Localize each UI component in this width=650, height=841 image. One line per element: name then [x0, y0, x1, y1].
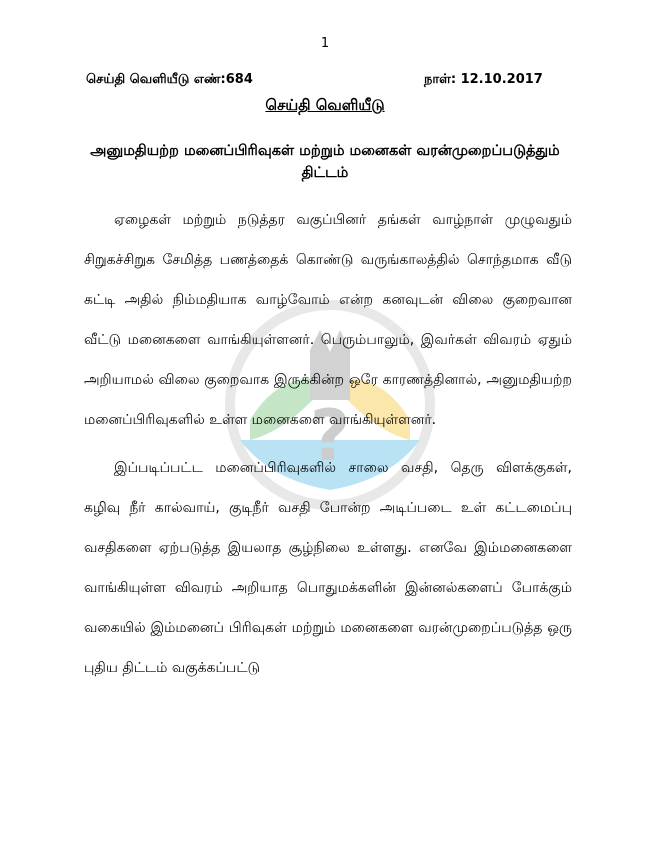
document-title: அனுமதியற்ற மனைப்பிரிவுகள் மற்றும் மனைகள் வரன்முறைப்படுத்தும் திட்டம் — [90, 143, 560, 181]
meta-row — [86, 72, 546, 92]
document-heading: செய்தி வெளியீடு — [265, 96, 385, 114]
paragraph-2: இப்படிப்பட்ட மனைப்பிரிவுகளில் சாலை வசதி, தெரு விளக்குகள், கழிவு நீர் கால்வாய், குடிநீர் வசதி போன்ற அடிப்படை உள் கட்டமைப்பு வசதிகளை ஏற்படுத்த இயலாத சூழ்நிலை உள்ளது. எனவே இம்மனைகளை வாங்கியுள்ள விவரம் அறியாத பொதுமக்களின் இன்னல்களைப் போக்கும் வகையில் இம்மனைப் பிரிவுகள் மற்றும் மனைகளை வரன்முறைப்படுத்த ஒரு புதிய திட்டம் வகுக்கப்பட்டு — [84, 460, 572, 676]
body-text — [84, 200, 572, 696]
release-number: செய்தி வெளியீடு எண்:684 — [86, 72, 253, 87]
svg-text:?: ? — [309, 395, 351, 477]
paragraph-1: ஏழைகள் மற்றும் நடுத்தர வகுப்பினர் தங்கள் வாழ்நாள் முழுவதும் சிறுகச்சிறுக சேமித்த பணத்தைக் கொண்டு வருங்காலத்தில் சொந்தமாக வீடு கட்டி அதில் நிம்மதியாக வாழ்வோம் என்ற கனவுடன் விலை குறைவான வீட்டு மனைகளை வாங்கியுள்ளனர். பெரும்பாலும், இவர்கள் விவரம் ஏதும் அறியாமல் விலை குறைவாக இருக்கின்ற ஒரே காரணத்தினால், அனுமதியற்ற மனைப்பிரிவுகளில் உள்ள மனைகளை வாங்கியுள்ளனர். — [84, 212, 572, 428]
page-number: 1 — [320, 36, 330, 51]
release-date: நாள்: 12.10.2017 — [424, 72, 543, 87]
